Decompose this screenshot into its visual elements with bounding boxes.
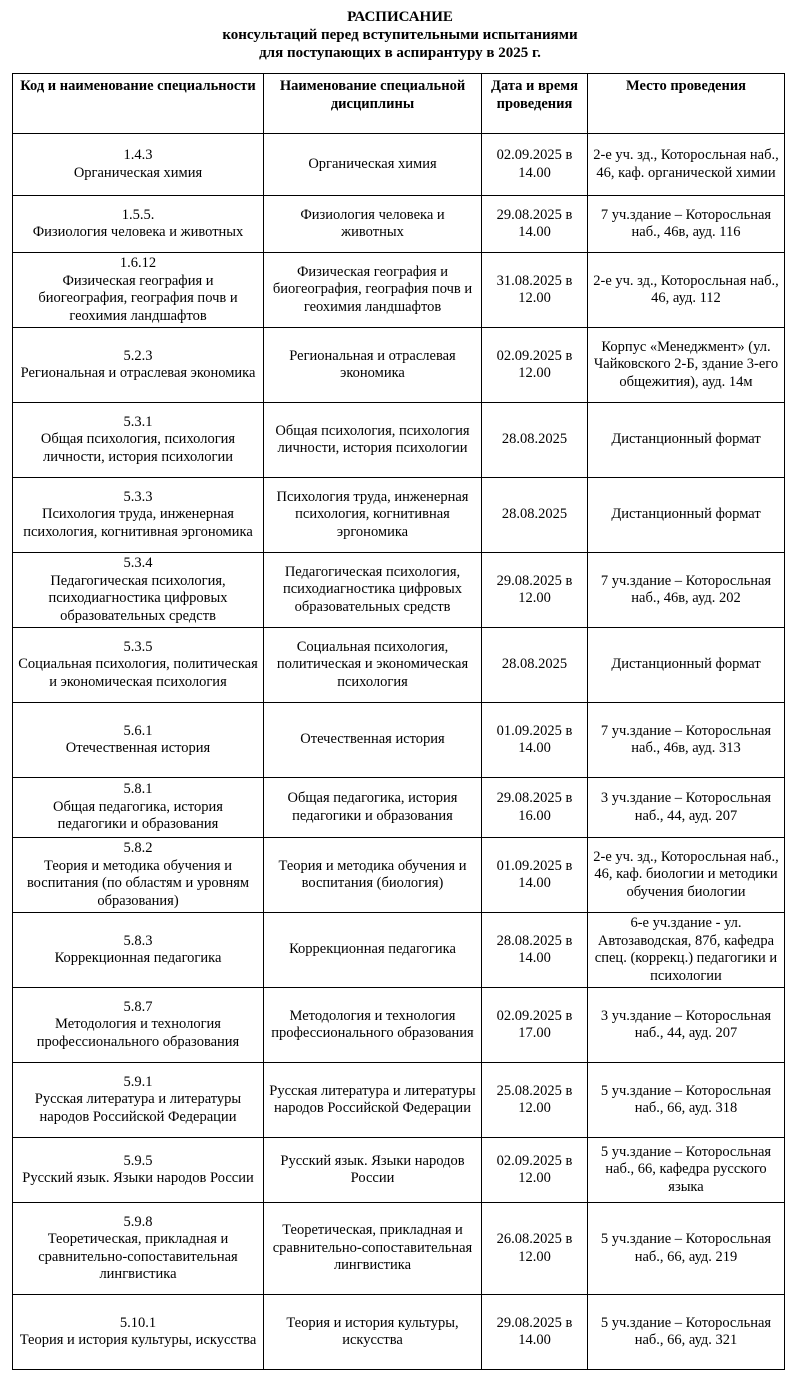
place-cell: 7 уч.здание – Которосльная наб., 46в, ауд. 116 [588, 196, 785, 253]
discipline-cell: Теоретическая, прикладная и сравнительно-сопоставительная лингвистика [264, 1203, 482, 1295]
specialty-name: Педагогическая психология, психодиагностика цифровых образовательных средств [48, 572, 228, 624]
title-line-2: консультаций перед вступительными испытаниями [222, 27, 578, 43]
specialty-code: 5.6.1 [123, 722, 153, 739]
specialty-name: Региональная и отраслевая экономика [20, 365, 256, 381]
schedule-body [13, 134, 785, 1370]
specialty-cell [13, 403, 264, 478]
specialty-cell [13, 1138, 264, 1203]
place-cell: Дистанционный формат [588, 478, 785, 553]
place-cell: 2-е уч. зд., Которосльная наб., 46, каф. органической химии [588, 134, 785, 196]
specialty-cell [13, 478, 264, 553]
table-row [13, 1203, 785, 1295]
discipline-cell: Теория и методика обучения и воспитания (биология) [264, 838, 482, 913]
discipline-cell: Теория и история культуры, искусства [264, 1295, 482, 1370]
place-cell: 5 уч.здание – Которосльная наб., 66, ауд. 318 [588, 1063, 785, 1138]
specialty-code: 1.4.3 [123, 147, 153, 163]
datetime-cell: 29.08.2025 в 12.00 [482, 553, 588, 628]
title-line-1: РАСПИСАНИЕ [347, 9, 453, 25]
discipline-cell: Методология и технология профессионального образования [264, 988, 482, 1063]
specialty-name: Психология труда, инженерная психология, когнитивная эргономика [23, 506, 253, 540]
place-cell: Корпус «Менеджмент» (ул. Чайковского 2-Б, здание 3-его общежития), ауд. 14м [588, 328, 785, 403]
datetime-cell: 01.09.2025 в 14.00 [482, 703, 588, 778]
specialty-code: 5.3.1 [123, 413, 153, 430]
specialty-code: 5.8.2 [123, 840, 153, 856]
table-row [13, 196, 785, 253]
specialty-code: 1.6.12 [119, 255, 157, 271]
header-specialty: Код и наименование специальности [13, 74, 264, 134]
place-cell: 7 уч.здание – Которосльная наб., 46в, ауд. 202 [588, 553, 785, 628]
discipline-cell: Отечественная история [264, 703, 482, 778]
specialty-cell [13, 628, 264, 703]
specialty-name: Методология и технология профессионального образования [36, 1016, 240, 1050]
specialty-code: 5.9.1 [123, 1073, 153, 1090]
place-cell: 6-е уч.здание - ул. Автозаводская, 87б, кафедра спец. (коррекц.) педагогики и психологии [588, 913, 785, 988]
specialty-cell [13, 196, 264, 253]
datetime-cell: 28.08.2025 в 14.00 [482, 913, 588, 988]
datetime-cell: 02.09.2025 в 12.00 [482, 328, 588, 403]
place-cell: 3 уч.здание – Которосльная наб., 44, ауд. 207 [588, 988, 785, 1063]
specialty-code: 5.3.3 [123, 488, 153, 505]
specialty-name: Теоретическая, прикладная и сравнительно-сопоставительная лингвистика [38, 1231, 238, 1282]
discipline-cell: Общая педагогика, история педагогики и образования [264, 778, 482, 838]
specialty-cell [13, 988, 264, 1063]
table-row [13, 134, 785, 196]
specialty-name: Русская литература и литературы народов Российской Федерации [34, 1091, 242, 1125]
specialty-name: Общая педагогика, история педагогики и образования [53, 798, 223, 833]
specialty-code: 5.3.5 [123, 638, 153, 655]
place-cell: 3 уч.здание – Которосльная наб., 44, ауд. 207 [588, 778, 785, 838]
discipline-cell: Русская литература и литературы народов Российской Федерации [264, 1063, 482, 1138]
specialty-code: 5.2.3 [123, 347, 153, 364]
table-row [13, 478, 785, 553]
discipline-cell: Региональная и отраслевая экономика [264, 328, 482, 403]
place-cell: Дистанционный формат [588, 628, 785, 703]
header-discipline: Наименование специальной дисциплины [264, 74, 482, 134]
datetime-cell: 29.08.2025 в 14.00 [482, 196, 588, 253]
datetime-cell: 29.08.2025 в 14.00 [482, 1295, 588, 1370]
place-cell: 2-е уч. зд., Которосльная наб., 46, ауд. 112 [588, 253, 785, 328]
table-row [13, 703, 785, 778]
discipline-cell: Коррекционная педагогика [264, 913, 482, 988]
specialty-name: Общая психология, психология личности, история психологии [40, 431, 236, 465]
specialty-cell [13, 1203, 264, 1295]
discipline-cell: Физиология человека и животных [264, 196, 482, 253]
specialty-code: 5.10.1 [119, 1314, 157, 1331]
specialty-cell [13, 328, 264, 403]
specialty-cell [13, 553, 264, 628]
table-row [13, 403, 785, 478]
table-row [13, 988, 785, 1063]
place-cell: 5 уч.здание – Которосльная наб., 66, ауд. 321 [588, 1295, 785, 1370]
datetime-cell: 28.08.2025 [482, 478, 588, 553]
specialty-cell [13, 913, 264, 988]
datetime-cell: 28.08.2025 [482, 628, 588, 703]
table-row [13, 1063, 785, 1138]
datetime-cell: 02.09.2025 в 14.00 [482, 134, 588, 196]
specialty-name: Теория и история культуры, искусства [19, 1332, 257, 1348]
specialty-name: Физическая география и биогеография, география почв и геохимия ландшафтов [38, 272, 238, 324]
specialty-code: 5.3.4 [123, 555, 153, 571]
place-cell: 2-е уч. зд., Которосльная наб., 46, каф. биологии и методики обучения биологии [588, 838, 785, 913]
discipline-cell: Социальная психология, политическая и экономическая психология [264, 628, 482, 703]
discipline-cell: Общая психология, психология личности, история психологии [264, 403, 482, 478]
header-datetime: Дата и время проведения [482, 74, 588, 134]
table-row [13, 628, 785, 703]
specialty-name: Органическая химия [73, 164, 203, 181]
header-row [13, 74, 785, 134]
discipline-cell: Педагогическая психология, психодиагностика цифровых образовательных средств [264, 553, 482, 628]
table-row [13, 778, 785, 838]
place-cell: Дистанционный формат [588, 403, 785, 478]
datetime-cell: 26.08.2025 в 12.00 [482, 1203, 588, 1295]
title-line-3: для поступающих в аспирантуру в 2025 г. [259, 45, 541, 61]
place-cell: 5 уч.здание – Которосльная наб., 66, кафедра русского языка [588, 1138, 785, 1203]
table-row [13, 253, 785, 328]
datetime-cell: 25.08.2025 в 12.00 [482, 1063, 588, 1138]
specialty-cell [13, 1063, 264, 1138]
document-title [0, 0, 800, 62]
specialty-code: 1.5.5. [121, 206, 155, 223]
specialty-name: Русский язык. Языки народов России [22, 1170, 254, 1186]
datetime-cell: 29.08.2025 в 16.00 [482, 778, 588, 838]
discipline-cell: Русский язык. Языки народов России [264, 1138, 482, 1203]
discipline-cell: Психология труда, инженерная психология, когнитивная эргономика [264, 478, 482, 553]
specialty-cell [13, 134, 264, 196]
discipline-cell: Органическая химия [264, 134, 482, 196]
specialty-name: Социальная психология, политическая и экономическая психология [18, 656, 258, 690]
table-row [13, 1138, 785, 1203]
schedule-table [12, 73, 785, 1370]
specialty-cell [13, 778, 264, 838]
datetime-cell: 02.09.2025 в 12.00 [482, 1138, 588, 1203]
place-cell: 5 уч.здание – Которосльная наб., 66, ауд. 219 [588, 1203, 785, 1295]
specialty-name: Коррекционная педагогика [54, 950, 222, 966]
place-cell: 7 уч.здание – Которосльная наб., 46в, ауд. 313 [588, 703, 785, 778]
datetime-cell: 01.09.2025 в 14.00 [482, 838, 588, 913]
specialty-code: 5.8.1 [123, 781, 153, 798]
specialty-cell [13, 838, 264, 913]
table-row [13, 553, 785, 628]
specialty-cell [13, 253, 264, 328]
specialty-name: Отечественная история [65, 740, 211, 756]
table-row [13, 913, 785, 988]
specialty-code: 5.8.7 [123, 998, 153, 1015]
datetime-cell: 28.08.2025 [482, 403, 588, 478]
datetime-cell: 02.09.2025 в 17.00 [482, 988, 588, 1063]
specialty-code: 5.9.8 [123, 1213, 153, 1230]
specialty-code: 5.9.5 [123, 1152, 153, 1169]
table-row [13, 838, 785, 913]
datetime-cell: 31.08.2025 в 12.00 [482, 253, 588, 328]
specialty-cell [13, 703, 264, 778]
table-row [13, 328, 785, 403]
table-row [13, 1295, 785, 1370]
discipline-cell: Физическая география и биогеография, география почв и геохимия ландшафтов [264, 253, 482, 328]
specialty-code: 5.8.3 [123, 932, 153, 949]
header-place: Место проведения [588, 74, 785, 134]
specialty-name: Теория и методика обучения и воспитания (по областям и уровням образования) [26, 857, 250, 909]
specialty-name: Физиология человека и животных [32, 224, 244, 240]
specialty-cell [13, 1295, 264, 1370]
